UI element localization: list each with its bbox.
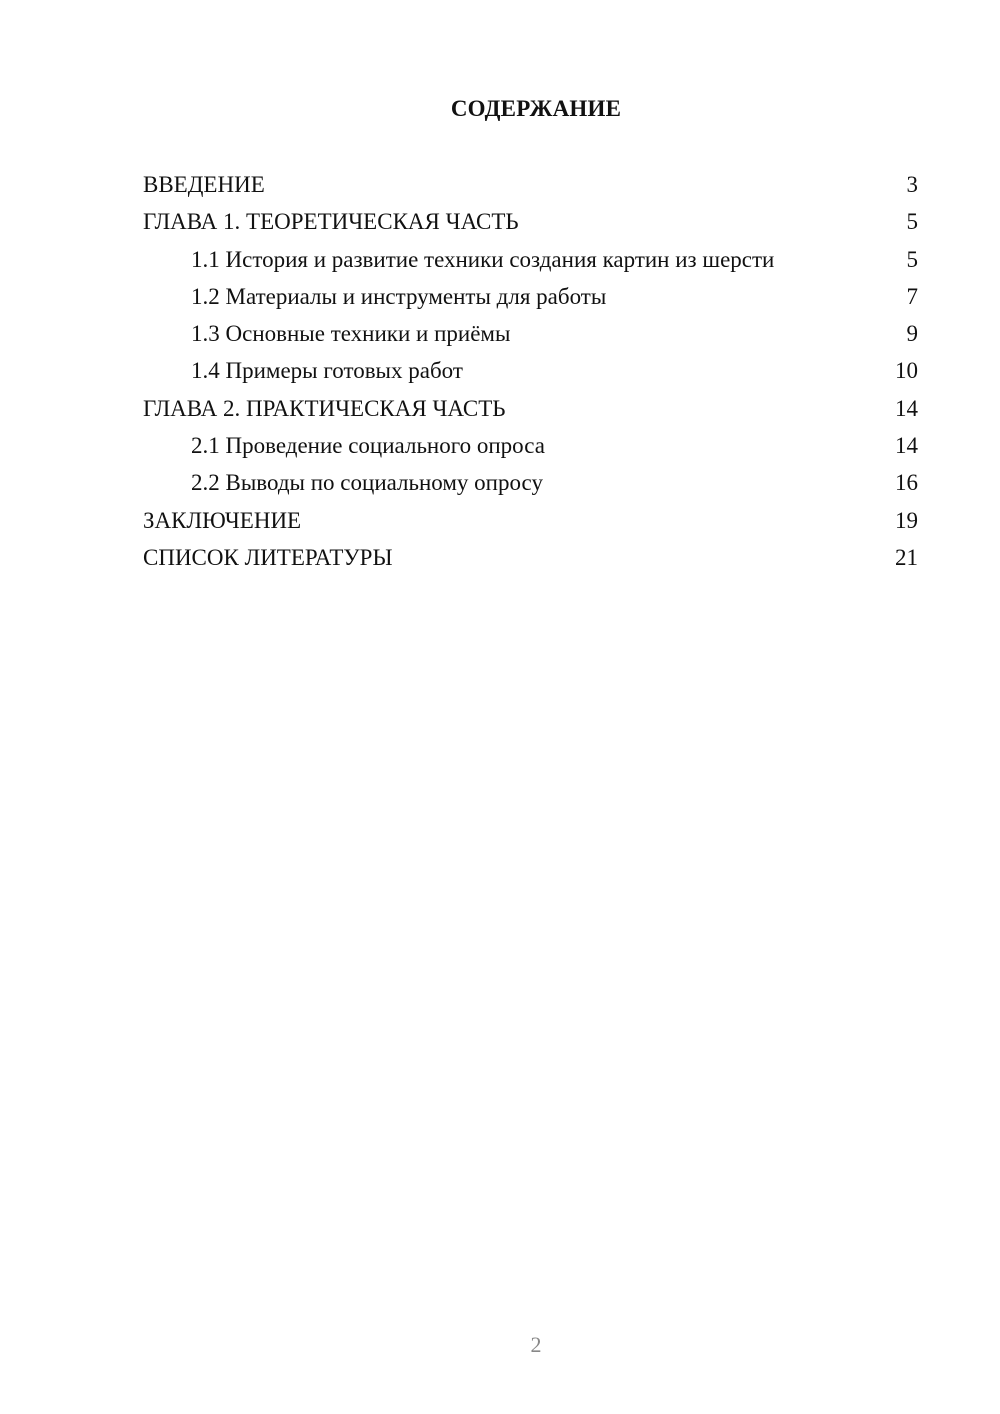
toc-entry-label: ВВЕДЕНИЕ	[143, 172, 265, 197]
toc-entry-page: 16	[895, 470, 918, 496]
toc-entry-page: 7	[906, 283, 918, 309]
toc-subentry	[143, 278, 918, 315]
toc-entry-page: 19	[895, 507, 918, 533]
toc-entry	[143, 166, 918, 203]
page-number: 2	[530, 1332, 542, 1357]
toc-entry-page: 10	[895, 358, 918, 384]
toc-subentry	[143, 315, 918, 352]
toc-entry-label: 1.4 Примеры готовых работ	[191, 358, 463, 384]
page-title: СОДЕРЖАНИЕ	[450, 96, 622, 121]
toc-entry-label: 1.2 Материалы и инструменты для работы	[191, 283, 607, 309]
toc-entry-page: 21	[895, 544, 918, 570]
toc-entry-label: ГЛАВА 1. ТЕОРЕТИЧЕСКАЯ ЧАСТЬ	[143, 209, 519, 235]
toc-entry	[143, 203, 918, 240]
toc-entry-page: 5	[906, 246, 918, 272]
toc-entry-label: ЗАКЛЮЧЕНИЕ	[143, 507, 302, 533]
toc-entry-page: 14	[895, 395, 918, 421]
toc-entry-label: ГЛАВА 2. ПРАКТИЧЕСКАЯ ЧАСТЬ	[143, 395, 506, 421]
toc-entry	[143, 390, 918, 427]
table-of-contents	[143, 166, 918, 576]
toc-entry-label: 2.1 Проведение социального опроса	[191, 433, 545, 459]
toc-entry-page: 3	[906, 172, 918, 197]
toc-entry-page: 14	[895, 433, 918, 459]
toc-entry-page: 5	[906, 209, 918, 235]
toc-subentry	[143, 427, 918, 464]
toc-subentry	[143, 241, 918, 278]
toc-entry	[143, 502, 918, 539]
toc-subentry	[143, 464, 918, 501]
toc-entry	[143, 539, 918, 576]
toc-entry-page: 9	[906, 321, 918, 347]
toc-entry-label: 2.2 Выводы по социальному опросу	[191, 470, 543, 496]
toc-subentry	[143, 352, 918, 389]
toc-entry-label: 1.3 Основные техники и приёмы	[191, 321, 511, 347]
toc-entry-label: СПИСОК ЛИТЕРАТУРЫ	[143, 544, 393, 570]
toc-entry-label: 1.1 История и развитие техники создания картин из шерсти	[191, 246, 775, 272]
